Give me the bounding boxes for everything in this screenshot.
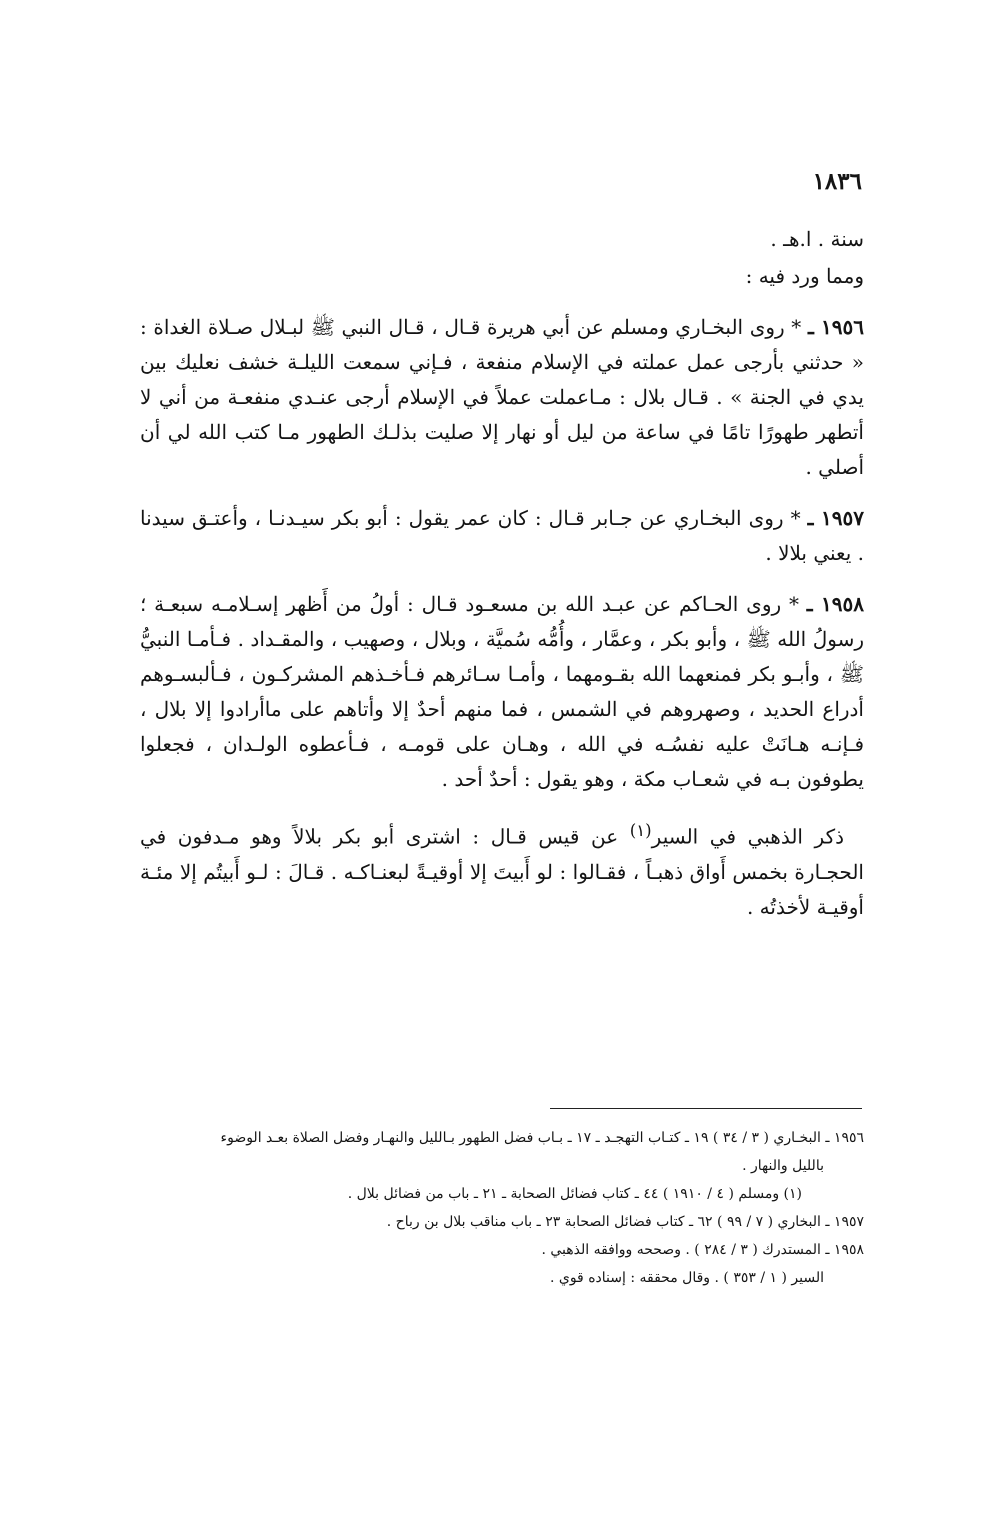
footnote-line: بالليل والنهار . [742,1158,824,1174]
closing-text-before: ذكر الذهبي في السير [651,824,845,849]
hadith-entry-1958 [140,587,864,797]
page-number: ١٨٣٦ [812,168,862,195]
hadith-text: * روى الحـاكم عن عبـد الله بن مسعـود قـال : أولُ من أَظهر إسـلامـه سبعـة ؛ رسولُ الله ﷺ ، وأبو بكر ، وعمَّار ، وأُمُّه سُميَّة ، وبلال ، وصهيب ، والمقـداد . فـأمـا النبيُّ ﷺ ، وأبـو بكر فمنعهما الله بقـومهما ، وأمـا سـائرهم فـأخـذهم المشركـون ، فـألبسـوهم أدراع الحديد ، وصهروهم في الشمس ، فما منهم أحدٌ إلا وأتاهم على ماأرادوا إلا بلال ، فـإنـه هـانَتْ عليه نفسُـه في الله ، وهـان على قومـه ، فـأعطوه الولـدان ، فجعلوا يطوفون بـه في شعـاب مكة ، وهو يقول : أحدٌ أحد . [140,592,864,791]
footnote-line: ١٩٥٦ ـ البخـاري ( ٣ / ٣٤ ) ١٩ ـ كتـاب التهجـد ـ ١٧ ـ بـاب فضل الطهور بـالليل والنهـار وفضل الصلاة بعـد الوضوء [220,1130,864,1146]
footnote-line: ١٩٥٧ ـ البخاري ( ٧ / ٩٩ ) ٦٢ ـ كتاب فضائل الصحابة ٢٣ ـ باب مناقب بلال بن رباح . [386,1214,864,1230]
footnotes [140,1124,864,1292]
intro-line: ومما ورد فيه : [745,264,864,288]
hadith-entry-1957 [140,501,864,571]
hadith-text: * روى البخـاري ومسلم عن أبي هريرة قـال ، قـال النبي ﷺ لبـلال صـلاة الغداة : « حدثني بأرجى عمل عملته في الإسلام منفعة ، فـإني سمعت الليلـة خشف نعليك بين يدي في الجنة » . قـال بلال : مـاعملت عملاً في الإسلام أرجى عنـدي منفعـة من أني لا أتطهر طهورًا تامًا في ساعة من ليل أو نهار إلا صليت بذلـك الطهور مـا كتب الله لي أن أصلي . [140,315,864,479]
main-text [140,222,864,925]
intro-line: سنة . ا.هـ . [770,227,864,251]
hadith-number: ١٩٥٧ ـ [807,506,865,530]
footnote-divider [550,1108,862,1109]
hadith-text: * روى البخـاري عن جـابر قـال : كان عمر يقول : أبو بكر سيـدنـا ، وأعتـق سيدنا . يعني بلالا . [140,506,864,565]
hadith-number: ١٩٥٦ ـ [807,315,864,339]
footnote-ref: (١) [629,821,652,840]
footnote-line: ١٩٥٨ ـ المستدرك ( ٣ / ٢٨٤ ) . وصححه ووافقه الذهبي . [541,1242,864,1258]
hadith-entry-1956 [140,310,864,485]
closing-text-after: عن قيس قـال : اشترى أبو بكر بلالاً وهو مـدفون في الحجـارة بخمس أَواق ذهبـاً ، فقـالوا : لو أَبيتَ إلا أوقيـةً لبعنـاكـه . قـالَ : لـو أَبيتُم إلا مئـة أوقيـة لأخذتُه . [140,824,864,919]
footnote-line: السير ( ١ / ٣٥٣ ) . وقال محققه : إسناده قوي . [549,1270,824,1286]
hadith-number: ١٩٥٨ ـ [806,592,865,616]
closing-paragraph [140,813,864,925]
footnote-line: (١) ومسلم ( ٤ / ١٩١٠ ) ٤٤ ـ كتاب فضائل الصحابة ـ ٢١ ـ باب من فضائل بلال . [347,1186,802,1202]
